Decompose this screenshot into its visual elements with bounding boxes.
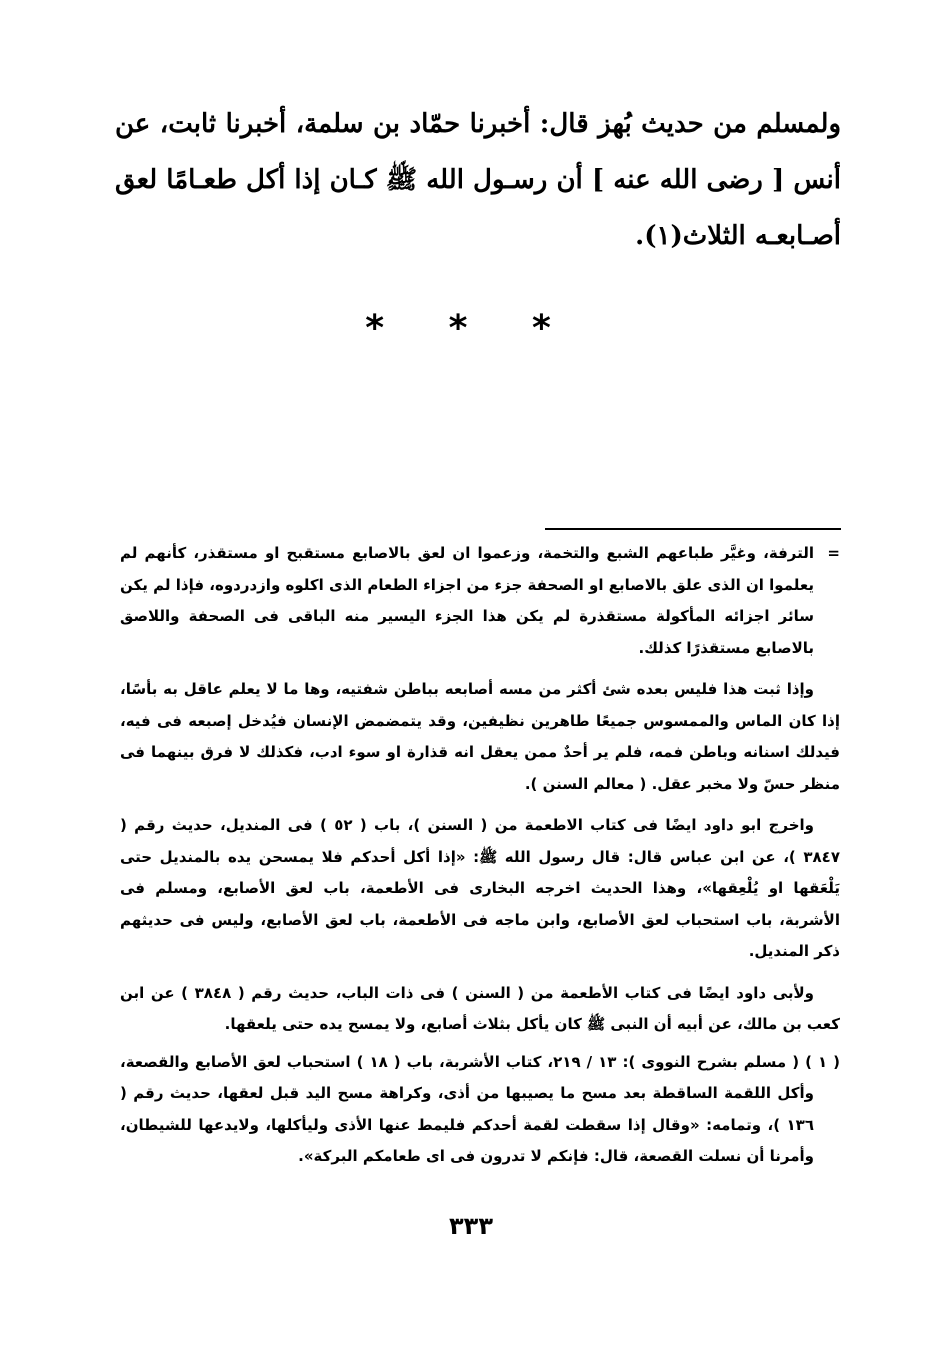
- footnote-paragraph: ولأبى داود ايضًا فى كتاب الأطعمة من ( السنن ) فى ذات الباب، حديث رقم ( ٣٨٤٨ ) عن ابن كعب بن مالك، عن أبيه أن النبى ﷺ كان يأكل بثلاث أصابع، ولا يمسح يده حتى يلعقها.: [120, 983, 840, 1033]
- page-number: ٣٣٣: [449, 1212, 493, 1240]
- main-text: ولمسلم من حديث بُهز قال: أخبرنا حمّاد بن سلمة، أخبرنا ثابت، عن أنس [ رضى الله عنه ] أن رسـول الله ﷺ كـان إذا أكل طعـامًا لعق أصـابعـه الثلاث(١).: [115, 109, 842, 251]
- footnote-separator-line: [545, 528, 841, 530]
- footnote-continuation-text: الترفة، وغيَّر طباعهم الشبع والتخمة، وزعموا ان لعق بالاصابع مستقبح او مستقذر، كأنهم لم يعلموا ان الذى علق بالاصابع او الصحفة جزء من اجزاء الطعام الذى اكلوه وازدردوه، فإذا لم يكن سائر اجزائه المأكولة مستقذرة لم يكن هذا الجزء اليسير منه الباقى فى الصحفة واللاصق بالاصابع مستقذرًا كذلك.: [120, 544, 814, 657]
- section-separator: * * *: [365, 308, 577, 349]
- footnote-paragraph: وإذا ثبت هذا فليس بعده شئ أكثر من مسه أصابعه بباطن شفتيه، وها ما لا يعلم عاقل به بأسًا، إذا كان الماس والممسوس جميعًا طاهرين نظيفين، وقد يتمضمض الإنسان فيُدخل إصبعه فى فيه، فيدلك اسنانه وباطن فمه، فلم ير أحدٌ ممن يعقل انه قذارة او سوء ادب، فكذلك لا فرق بينهما فى منظر حسّ ولا مخبر عقل. ( معالم السنن ).: [120, 680, 840, 793]
- footnotes: [120, 538, 840, 1173]
- footnote-paragraph: واخرج ابو داود ايضًا فى كتاب الاطعمة من ( السنن )، باب ( ٥٢ ) فى المنديل، حديث رقم ( ٣٨٤٧ )، عن ابن عباس قال: قال رسول الله ﷺ: «إذا أكل أحدكم فلا يمسحن يده بالمنديل حتى يَلْعَقها او يُلْعِقها»، وهذا الحديث اخرجه البخارى فى الأطعمة، باب لعق الأصابع، ومسلم فى الأشربة، باب استحباب لعق الأصابع، وابن ماجه فى الأطعمة، باب لعق الأصابع، وليس فى حديثهم ذكر المنديل.: [120, 816, 840, 960]
- continuation-mark: =: [827, 544, 840, 562]
- footnote-1: ( ١ ) ( مسلم بشرح النووى ): ١٣ / ٢١٩، كتاب الأشربة، باب ( ١٨ ) استحباب لعق الأصابع والقصعة، وأكل اللقمة الساقطة بعد مسح ما يصيبها من أذى، وكراهة مسح اليد قبل لعقها، حديث رقم ( ١٣٦ )، وتمامه: «وقال إذا سقطت لقمة أحدكم فليمط عنها الأذى وليأكلها، ولايدعها للشيطان، وأمرنا أن نسلت القصعة، قال: فإنكم لا تدرون فى اى طعامكم البركة».: [120, 1052, 840, 1165]
- footnote-continuation: [120, 538, 840, 664]
